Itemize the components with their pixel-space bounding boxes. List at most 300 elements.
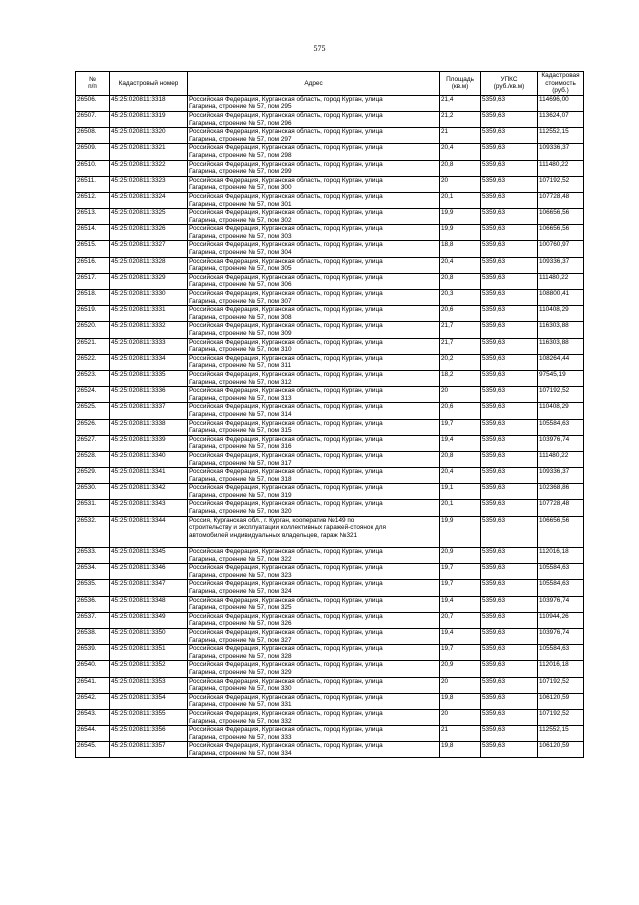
- address-line: Российская Федерация, Курганская область, город Курган, улица: [189, 111, 383, 119]
- cell-cadastral-number: 45:25:020811:3319: [110, 111, 188, 127]
- cell-cost: 106120,59: [538, 742, 584, 758]
- cell-cost: 105584,63: [538, 580, 584, 596]
- cell-area: 20,8: [440, 160, 481, 176]
- cell-address: [188, 468, 440, 484]
- cell-cost: 111480,22: [538, 160, 584, 176]
- table-row: [76, 387, 584, 403]
- table-row: [76, 612, 584, 628]
- cell-num: 26544.: [76, 726, 110, 742]
- cell-address: [188, 484, 440, 500]
- cell-cadastral-number: 45:25:020811:3330: [110, 290, 188, 306]
- address-line: Российская Федерация, Курганская область, город Курган, улица: [189, 645, 383, 653]
- address-line: Российская Федерация, Курганская область, город Курган, улица: [189, 257, 383, 265]
- cell-address: [188, 596, 440, 612]
- address-line: Гагарина, строение № 57, пом 329: [189, 668, 292, 676]
- cell-upks: 5359,63: [481, 645, 538, 661]
- page-number: 575: [313, 44, 326, 53]
- cell-area: 20,1: [440, 500, 481, 516]
- address-line: Гагарина, строение № 57, пом 330: [189, 685, 292, 693]
- cell-area: 20: [440, 677, 481, 693]
- cell-cadastral-number: 45:25:020811:3328: [110, 257, 188, 273]
- cell-cost: 107192,52: [538, 677, 584, 693]
- cell-num: 26513.: [76, 209, 110, 225]
- table-row: [76, 370, 584, 386]
- cell-num: 26516.: [76, 257, 110, 273]
- table-row: [76, 176, 584, 192]
- cell-num: 26533.: [76, 548, 110, 564]
- cell-upks: 5359,63: [481, 144, 538, 160]
- cell-upks: 5359,63: [481, 628, 538, 644]
- table-row: [76, 128, 584, 144]
- cell-cost: 116303,88: [538, 338, 584, 354]
- cell-cadastral-number: 45:25:020811:3329: [110, 273, 188, 289]
- cell-cost: 102368,86: [538, 484, 584, 500]
- table-row: [76, 628, 584, 644]
- cell-area: 20,9: [440, 661, 481, 677]
- cell-cadastral-number: 45:25:020811:3325: [110, 209, 188, 225]
- cell-upks: 5359,63: [481, 484, 538, 500]
- cell-cost: 105584,63: [538, 564, 584, 580]
- cell-num: 26541.: [76, 677, 110, 693]
- cell-area: 19,8: [440, 742, 481, 758]
- cadastral-registry-table: [75, 71, 584, 758]
- cell-upks: 5359,63: [481, 661, 538, 677]
- header-cost: [538, 72, 584, 96]
- cell-cost: 107728,48: [538, 192, 584, 208]
- cell-address: [188, 128, 440, 144]
- address-line: Российская Федерация, Курганская область, город Курган, улица: [189, 290, 383, 298]
- cell-num: 26528.: [76, 451, 110, 467]
- address-line: Российская Федерация, Курганская область, город Курган, улица: [189, 612, 383, 620]
- cell-address: [188, 661, 440, 677]
- cell-address: [188, 225, 440, 241]
- table-header-row: [76, 72, 584, 96]
- cell-address: [188, 144, 440, 160]
- cell-area: 21: [440, 128, 481, 144]
- cell-upks: 5359,63: [481, 209, 538, 225]
- cell-cadastral-number: 45:25:020811:3323: [110, 176, 188, 192]
- cell-upks: 5359,63: [481, 241, 538, 257]
- cell-cadastral-number: 45:25:020811:3336: [110, 387, 188, 403]
- address-line: Российская Федерация, Курганская область, город Курган, улица: [189, 160, 383, 168]
- table-body: [76, 95, 584, 758]
- cell-cost: 108264,44: [538, 354, 584, 370]
- cell-cadastral-number: 45:25:020811:3334: [110, 354, 188, 370]
- cell-cost: 107192,52: [538, 387, 584, 403]
- address-line: Гагарина, строение № 57, пом 303: [189, 232, 292, 240]
- cell-area: 20: [440, 387, 481, 403]
- table-row: [76, 500, 584, 516]
- cell-area: 20,8: [440, 451, 481, 467]
- cell-upks: 5359,63: [481, 387, 538, 403]
- cell-upks: 5359,63: [481, 111, 538, 127]
- cell-num: 26515.: [76, 241, 110, 257]
- address-line: Гагарина, строение № 57, пом 295: [189, 103, 292, 111]
- cell-address: [188, 192, 440, 208]
- address-line: Гагарина, строение № 57, пом 304: [189, 249, 292, 257]
- address-line: Российская Федерация, Курганская область, город Курган, улица: [189, 322, 383, 330]
- cell-cadastral-number: 45:25:020811:3342: [110, 484, 188, 500]
- cell-address: [188, 241, 440, 257]
- cell-area: 18,2: [440, 370, 481, 386]
- address-line: Гагарина, строение № 57, пом 323: [189, 571, 292, 579]
- cell-cost: 112016,18: [538, 661, 584, 677]
- cell-area: 20,4: [440, 144, 481, 160]
- cell-num: 26512.: [76, 192, 110, 208]
- cell-cadastral-number: 45:25:020811:3347: [110, 580, 188, 596]
- cell-cost: 105584,63: [538, 645, 584, 661]
- header-upks: [481, 72, 538, 96]
- table-row: [76, 160, 584, 176]
- cell-area: 20,4: [440, 257, 481, 273]
- address-line: Гагарина, строение № 57, пом 334: [189, 749, 292, 757]
- address-line: Гагарина, строение № 57, пом 300: [189, 184, 292, 192]
- cell-num: 26529.: [76, 468, 110, 484]
- cell-num: 26531.: [76, 500, 110, 516]
- cell-cost: 110408,29: [538, 403, 584, 419]
- address-line: Гагарина, строение № 57, пом 318: [189, 475, 292, 483]
- address-line: строительству и эксплуатации коллективных гаражей-стоянок для: [189, 524, 386, 532]
- cell-upks: 5359,63: [481, 95, 538, 111]
- cell-cadastral-number: 45:25:020811:3335: [110, 370, 188, 386]
- address-line: Российская Федерация, Курганская область, город Курган, улица: [189, 661, 383, 669]
- table-row: [76, 95, 584, 111]
- cell-address: [188, 516, 440, 547]
- address-line: Гагарина, строение № 57, пом 315: [189, 427, 292, 435]
- cell-area: 18,8: [440, 241, 481, 257]
- address-line: Российская Федерация, Курганская область, город Курган, улица: [189, 693, 383, 701]
- cell-cost: 110408,29: [538, 306, 584, 322]
- table-row: [76, 354, 584, 370]
- cell-address: [188, 403, 440, 419]
- header-cost-line-1: Кадастровая: [541, 72, 580, 79]
- cell-address: [188, 306, 440, 322]
- table-row: [76, 596, 584, 612]
- cell-cost: 100760,97: [538, 241, 584, 257]
- cell-num: 26514.: [76, 225, 110, 241]
- address-line: Гагарина, строение № 57, пом 310: [189, 346, 292, 354]
- address-line: Гагарина, строение № 57, пом 324: [189, 588, 292, 596]
- address-line: Российская Федерация, Курганская область, город Курган, улица: [189, 241, 383, 249]
- address-line: Российская Федерация, Курганская область, город Курган, улица: [189, 176, 383, 184]
- table-row: [76, 435, 584, 451]
- cell-address: [188, 176, 440, 192]
- cell-cadastral-number: 45:25:020811:3351: [110, 645, 188, 661]
- cell-cadastral-number: 45:25:020811:3327: [110, 241, 188, 257]
- cell-num: 26521.: [76, 338, 110, 354]
- header-area: [440, 72, 481, 96]
- address-line: Российская Федерация, Курганская область, город Курган, улица: [189, 435, 383, 443]
- address-line: Гагарина, строение № 57, пом 305: [189, 265, 292, 273]
- cell-cost: 106120,59: [538, 693, 584, 709]
- cell-area: 21,7: [440, 338, 481, 354]
- cell-address: [188, 419, 440, 435]
- cell-area: 19,8: [440, 693, 481, 709]
- cell-address: [188, 111, 440, 127]
- address-line: Гагарина, строение № 57, пом 327: [189, 636, 292, 644]
- table-row: [76, 111, 584, 127]
- header-cadastral: Кадастровый номер: [110, 72, 188, 96]
- cell-num: 26522.: [76, 354, 110, 370]
- address-line: Гагарина, строение № 57, пом 313: [189, 394, 292, 402]
- cell-area: 21: [440, 726, 481, 742]
- cell-upks: 5359,63: [481, 596, 538, 612]
- header-num: [76, 72, 110, 96]
- table-row: [76, 548, 584, 564]
- address-line: Гагарина, строение № 57, пом 312: [189, 378, 292, 386]
- address-line: Российская Федерация, Курганская область, город Курган, улица: [189, 564, 383, 572]
- table-row: [76, 484, 584, 500]
- cell-area: 19,9: [440, 225, 481, 241]
- cell-address: [188, 95, 440, 111]
- address-line: Российская Федерация, Курганская область, город Курган, улица: [189, 209, 383, 217]
- cell-num: 26510.: [76, 160, 110, 176]
- cell-upks: 5359,63: [481, 273, 538, 289]
- cell-cadastral-number: 45:25:020811:3346: [110, 564, 188, 580]
- cell-num: 26511.: [76, 176, 110, 192]
- address-line: Гагарина, строение № 57, пом 331: [189, 701, 292, 709]
- table-row: [76, 661, 584, 677]
- address-line: Российская Федерация, Курганская область, город Курган, улица: [189, 484, 383, 492]
- address-line: Российская Федерация, Курганская область, город Курган, улица: [189, 580, 383, 588]
- cell-num: 26506.: [76, 95, 110, 111]
- address-line: Российская Федерация, Курганская область, город Курган, улица: [189, 225, 383, 233]
- address-line: Гагарина, строение № 57, пом 316: [189, 443, 292, 451]
- table-row: [76, 693, 584, 709]
- cell-num: 26520.: [76, 322, 110, 338]
- cell-upks: 5359,63: [481, 726, 538, 742]
- table-row: [76, 257, 584, 273]
- cell-cost: 108800,41: [538, 290, 584, 306]
- address-line: Гагарина, строение № 57, пом 311: [189, 362, 292, 370]
- cell-address: [188, 628, 440, 644]
- table-row: [76, 468, 584, 484]
- cell-cost: 116303,88: [538, 322, 584, 338]
- cell-cadastral-number: 45:25:020811:3349: [110, 612, 188, 628]
- cell-address: [188, 257, 440, 273]
- header-area-line-1: Площадь: [446, 75, 474, 83]
- cell-upks: 5359,63: [481, 500, 538, 516]
- cell-address: [188, 709, 440, 725]
- cell-num: 26524.: [76, 387, 110, 403]
- address-line: Гагарина, строение № 57, пом 299: [189, 168, 292, 176]
- address-line: Российская Федерация, Курганская область, город Курган, улица: [189, 387, 383, 395]
- address-line: Российская Федерация, Курганская область, город Курган, улица: [189, 628, 383, 636]
- address-line: Российская Федерация, Курганская область, город Курган, улица: [189, 95, 383, 103]
- cell-cost: 106656,56: [538, 516, 584, 547]
- header-num-line-1: №: [89, 75, 96, 83]
- cell-area: 19,7: [440, 645, 481, 661]
- cell-cost: 106656,56: [538, 209, 584, 225]
- cell-upks: 5359,63: [481, 306, 538, 322]
- cell-address: [188, 387, 440, 403]
- cell-cadastral-number: 45:25:020811:3321: [110, 144, 188, 160]
- cell-area: 19,9: [440, 516, 481, 547]
- address-line: автомобилей индивидуальных владельцев, гараж №321: [189, 531, 358, 539]
- cell-area: 19,4: [440, 435, 481, 451]
- header-cost-line-2: стоимость (руб.): [545, 79, 576, 95]
- cell-area: 20,7: [440, 612, 481, 628]
- cell-cadastral-number: 45:25:020811:3341: [110, 468, 188, 484]
- cell-cost: 111480,22: [538, 451, 584, 467]
- cell-upks: 5359,63: [481, 693, 538, 709]
- cell-num: 26535.: [76, 580, 110, 596]
- address-line: Гагарина, строение № 57, пом 320: [189, 508, 292, 516]
- cell-cost: 109336,37: [538, 257, 584, 273]
- cell-cadastral-number: 45:25:020811:3355: [110, 709, 188, 725]
- cell-address: [188, 354, 440, 370]
- cell-num: 26536.: [76, 596, 110, 612]
- cell-num: 26518.: [76, 290, 110, 306]
- cell-cadastral-number: 45:25:020811:3340: [110, 451, 188, 467]
- cell-area: 20,6: [440, 403, 481, 419]
- cell-num: 26545.: [76, 742, 110, 758]
- cell-cadastral-number: 45:25:020811:3348: [110, 596, 188, 612]
- table-row: [76, 709, 584, 725]
- cell-upks: 5359,63: [481, 322, 538, 338]
- cell-cost: 105584,63: [538, 419, 584, 435]
- address-line: Гагарина, строение № 57, пом 332: [189, 717, 292, 725]
- cell-address: [188, 338, 440, 354]
- cell-num: 26527.: [76, 435, 110, 451]
- cell-num: 26540.: [76, 661, 110, 677]
- cell-address: [188, 273, 440, 289]
- cell-cost: 107728,48: [538, 500, 584, 516]
- cell-num: 26530.: [76, 484, 110, 500]
- table-row: [76, 306, 584, 322]
- address-line: Российская Федерация, Курганская область, город Курган, улица: [189, 128, 383, 136]
- address-line: Российская Федерация, Курганская область, город Курган, улица: [189, 192, 383, 200]
- cell-cadastral-number: 45:25:020811:3326: [110, 225, 188, 241]
- table-row: [76, 209, 584, 225]
- address-line: Гагарина, строение № 57, пом 301: [189, 200, 292, 208]
- address-line: Российская Федерация, Курганская область, город Курган, улица: [189, 596, 383, 604]
- cell-cadastral-number: 45:25:020811:3353: [110, 677, 188, 693]
- table-row: [76, 580, 584, 596]
- cell-cadastral-number: 45:25:020811:3357: [110, 742, 188, 758]
- address-line: Гагарина, строение № 57, пом 328: [189, 652, 292, 660]
- cell-address: [188, 580, 440, 596]
- cell-upks: 5359,63: [481, 516, 538, 547]
- cell-address: [188, 612, 440, 628]
- cell-cadastral-number: 45:25:020811:3356: [110, 726, 188, 742]
- cell-num: 26532.: [76, 516, 110, 547]
- cell-address: [188, 435, 440, 451]
- address-line: Российская Федерация, Курганская область, город Курган, улица: [189, 306, 383, 314]
- cell-address: [188, 322, 440, 338]
- address-line: Российская Федерация, Курганская область, город Курган, улица: [189, 742, 383, 750]
- cell-cost: 112016,18: [538, 548, 584, 564]
- cell-address: [188, 370, 440, 386]
- cell-upks: 5359,63: [481, 403, 538, 419]
- cell-area: 19,4: [440, 628, 481, 644]
- table-row: [76, 225, 584, 241]
- table-row: [76, 290, 584, 306]
- cell-upks: 5359,63: [481, 192, 538, 208]
- cell-upks: 5359,63: [481, 564, 538, 580]
- table-row: [76, 564, 584, 580]
- cell-upks: 5359,63: [481, 580, 538, 596]
- cell-upks: 5359,63: [481, 451, 538, 467]
- cell-cadastral-number: 45:25:020811:3331: [110, 306, 188, 322]
- cell-cadastral-number: 45:25:020811:3337: [110, 403, 188, 419]
- cell-num: 26509.: [76, 144, 110, 160]
- address-line: Российская Федерация, Курганская область, город Курган, улица: [189, 370, 383, 378]
- cell-upks: 5359,63: [481, 354, 538, 370]
- cell-area: 20: [440, 176, 481, 192]
- cell-cadastral-number: 45:25:020811:3324: [110, 192, 188, 208]
- cell-address: [188, 645, 440, 661]
- table-row: [76, 338, 584, 354]
- cell-upks: 5359,63: [481, 225, 538, 241]
- address-line: Российская Федерация, Курганская область, город Курган, улица: [189, 338, 383, 346]
- cell-address: [188, 693, 440, 709]
- cell-address: [188, 742, 440, 758]
- cell-address: [188, 451, 440, 467]
- cell-area: 20,8: [440, 273, 481, 289]
- cell-cadastral-number: 45:25:020811:3354: [110, 693, 188, 709]
- cell-address: [188, 290, 440, 306]
- cell-cadastral-number: 45:25:020811:3320: [110, 128, 188, 144]
- cell-num: 26538.: [76, 628, 110, 644]
- address-line: Российская Федерация, Курганская область, город Курган, улица: [189, 500, 383, 508]
- cell-upks: 5359,63: [481, 128, 538, 144]
- table-row: [76, 144, 584, 160]
- address-line: Российская Федерация, Курганская область, город Курган, улица: [189, 548, 383, 556]
- address-line: Гагарина, строение № 57, пом 317: [189, 459, 292, 467]
- cell-upks: 5359,63: [481, 677, 538, 693]
- address-line: Россия, Курганская обл., г. Курган, кооператив №149 по: [189, 516, 355, 524]
- cell-area: 19,7: [440, 419, 481, 435]
- cell-num: 26519.: [76, 306, 110, 322]
- cell-cost: 110944,26: [538, 612, 584, 628]
- table-row: [76, 419, 584, 435]
- cell-area: 21,7: [440, 322, 481, 338]
- cell-upks: 5359,63: [481, 176, 538, 192]
- address-line: Российская Федерация, Курганская область, город Курган, улица: [189, 354, 383, 362]
- cell-cost: 111480,22: [538, 273, 584, 289]
- table-row: [76, 241, 584, 257]
- cell-cost: 109336,37: [538, 468, 584, 484]
- cell-address: [188, 160, 440, 176]
- cell-address: [188, 548, 440, 564]
- cell-cost: 112552,15: [538, 128, 584, 144]
- cell-cadastral-number: 45:25:020811:3344: [110, 516, 188, 547]
- address-line: Гагарина, строение № 57, пом 322: [189, 555, 292, 563]
- cell-cost: 107192,52: [538, 709, 584, 725]
- table-row: [76, 677, 584, 693]
- address-line: Гагарина, строение № 57, пом 333: [189, 733, 292, 741]
- cell-num: 26526.: [76, 419, 110, 435]
- cell-cadastral-number: 45:25:020811:3332: [110, 322, 188, 338]
- cell-num: 26539.: [76, 645, 110, 661]
- address-line: Гагарина, строение № 57, пом 314: [189, 410, 292, 418]
- cell-num: 26517.: [76, 273, 110, 289]
- table-row: [76, 726, 584, 742]
- address-line: Гагарина, строение № 57, пом 302: [189, 216, 292, 224]
- address-line: Гагарина, строение № 57, пом 307: [189, 297, 292, 305]
- cell-upks: 5359,63: [481, 612, 538, 628]
- cell-area: 20,2: [440, 354, 481, 370]
- cell-address: [188, 209, 440, 225]
- cell-cost: 106656,56: [538, 225, 584, 241]
- cell-area: 20,9: [440, 548, 481, 564]
- cell-upks: 5359,63: [481, 257, 538, 273]
- cell-area: 20,3: [440, 290, 481, 306]
- cell-num: 26543.: [76, 709, 110, 725]
- cell-cadastral-number: 45:25:020811:3322: [110, 160, 188, 176]
- cell-address: [188, 564, 440, 580]
